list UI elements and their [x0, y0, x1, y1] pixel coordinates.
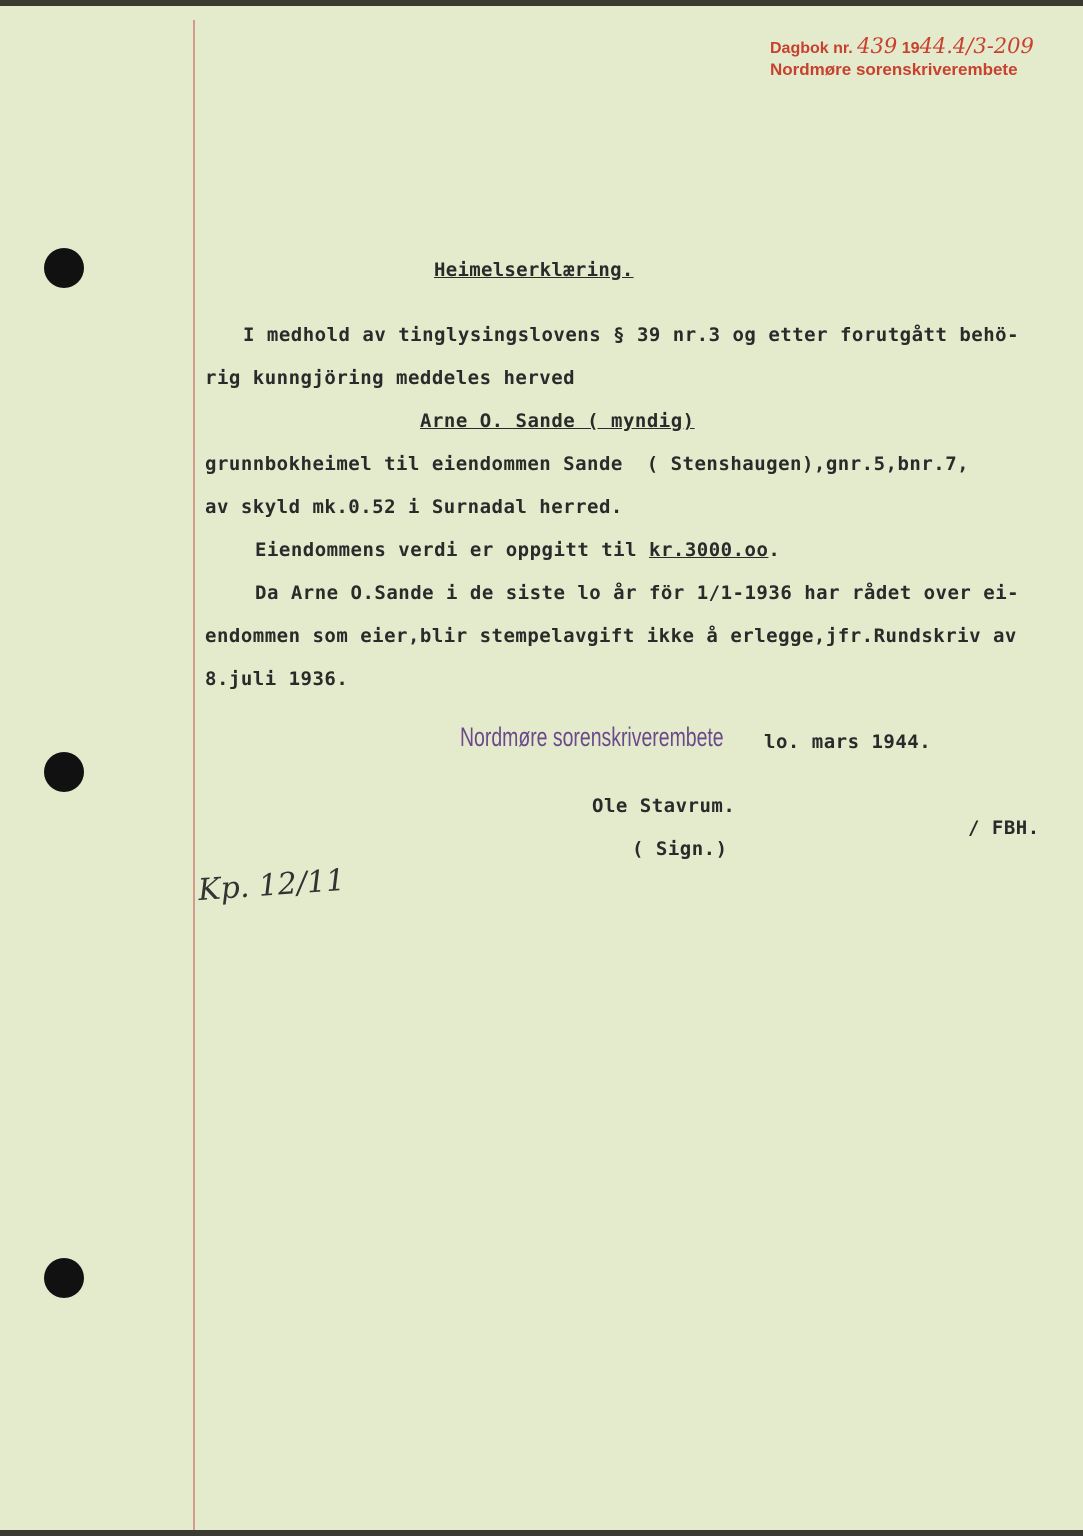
- value-label: Eiendommens verdi er oppgitt til: [255, 539, 649, 561]
- handwritten-note: Kp. 12/11: [196, 862, 347, 909]
- body-line: I medhold av tinglysingslovens § 39 nr.3 og etter forutgått behö-: [243, 324, 1020, 346]
- body-line: rig kunngjöring meddeles herved: [205, 367, 576, 389]
- clerk-initials: / FBH.: [968, 817, 1040, 839]
- signer-name: Ole Stavrum.: [592, 795, 736, 817]
- punch-hole-bottom: [44, 1258, 84, 1298]
- dagbok-year-suffix: 44.: [919, 34, 953, 58]
- value-period: .: [768, 539, 781, 561]
- dagbok-number: 439: [857, 34, 898, 58]
- punch-hole-top: [44, 248, 84, 288]
- signed-note: ( Sign.): [632, 838, 728, 860]
- body-line: grunnbokheimel til eiendommen Sande ( Stenshaugen),gnr.5,bnr.7,: [205, 453, 970, 475]
- value-line: [255, 539, 780, 561]
- property-value: kr.3000.oo: [649, 539, 769, 561]
- dagbok-year-prefix: 19: [901, 40, 920, 57]
- punch-hole-middle: [44, 752, 84, 792]
- dagbok-date: 4/3-209: [952, 34, 1034, 58]
- office-stamp: Nordmøre sorenskriverembete: [460, 722, 724, 752]
- office-stamp-header: Nordmøre sorenskriverembete: [770, 60, 1018, 79]
- margin-rule: [193, 20, 195, 1530]
- body-line: Da Arne O.Sande i de siste lo år för 1/1-1936 har rådet over ei-: [255, 582, 1020, 604]
- dagbok-stamp: [770, 34, 1034, 58]
- body-line: av skyld mk.0.52 i Surnadal herred.: [205, 496, 623, 518]
- document-title: Heimelserklæring.: [434, 259, 634, 281]
- body-line: endommen som eier,blir stempelavgift ikke å erlegge,jfr.Rundskriv av: [205, 625, 1017, 647]
- dagbok-label: Dagbok nr.: [770, 40, 853, 57]
- document-date: lo. mars 1944.: [764, 731, 932, 753]
- grantee-name: Arne O. Sande ( myndig): [420, 410, 695, 432]
- body-line: 8.juli 1936.: [205, 668, 349, 690]
